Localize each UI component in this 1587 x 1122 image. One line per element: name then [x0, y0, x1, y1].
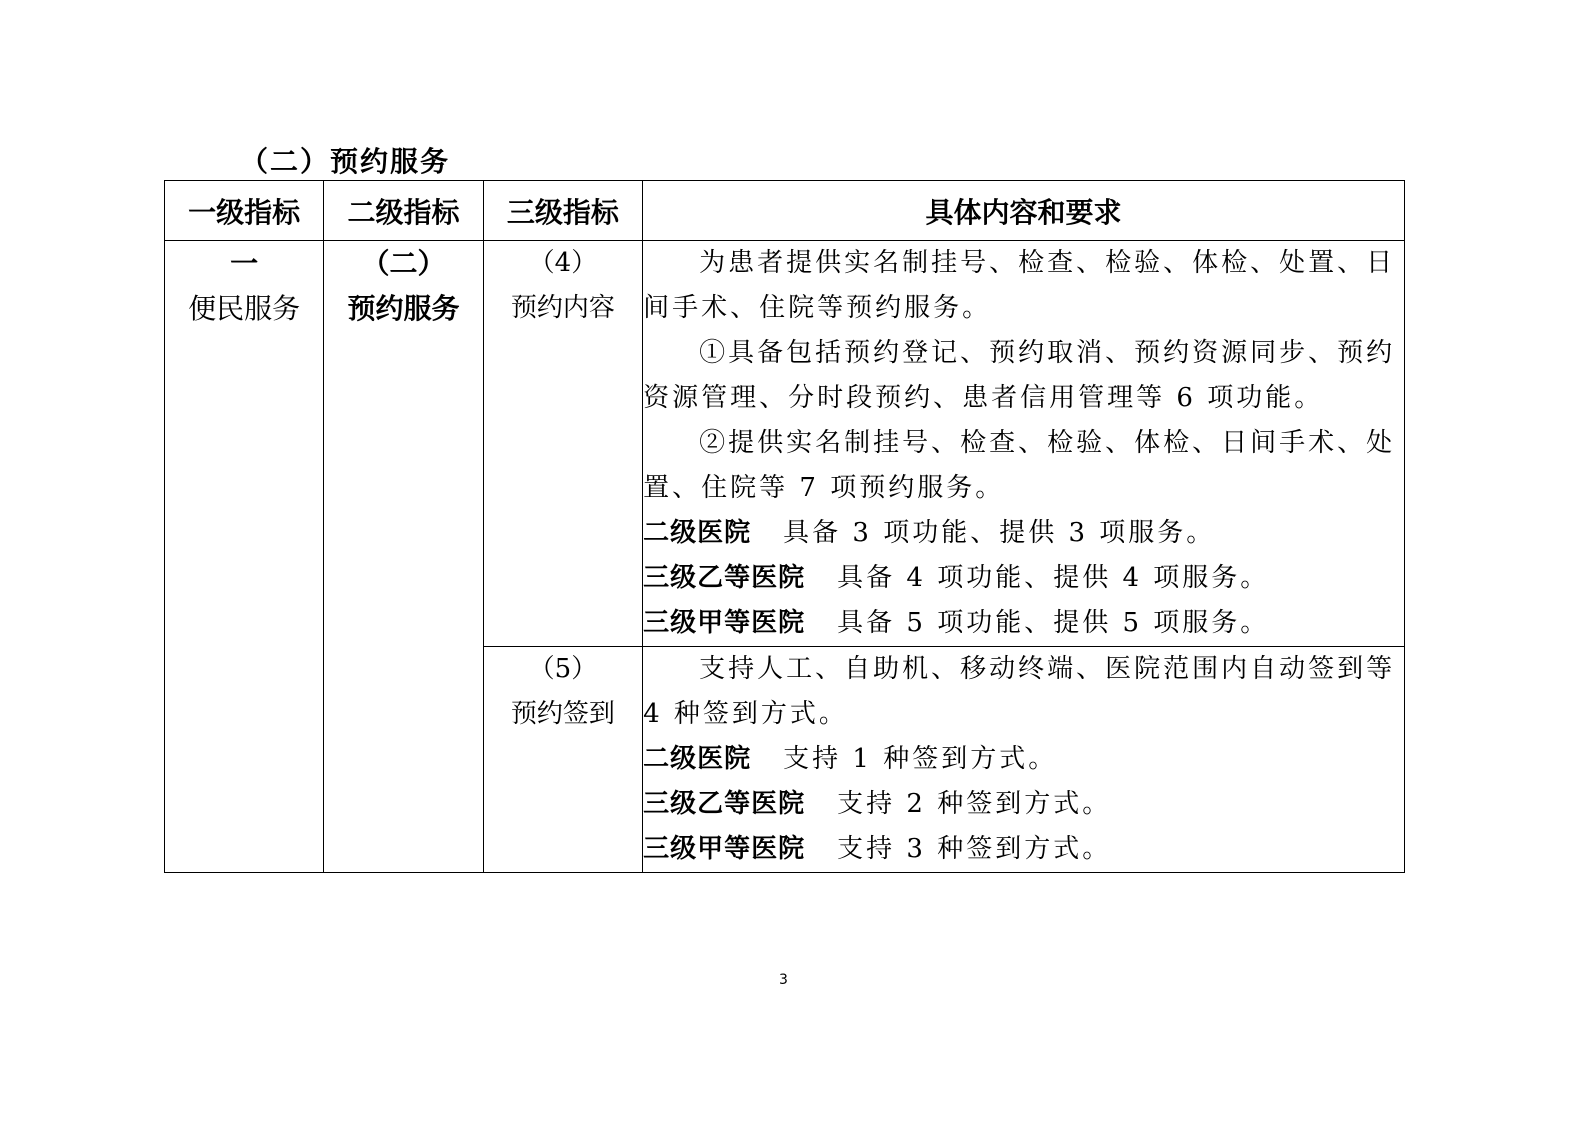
grade-line [643, 782, 1404, 827]
grade-text: 具备 4 项功能、提供 4 项服务。 [837, 563, 1270, 593]
content-paragraph: ②提供实名制挂号、检查、检验、体检、日间手术、处置、住院等 7 项预约服务。 [643, 428, 1396, 503]
table-header-row [165, 181, 1405, 241]
header-content: 具体内容和要求 [643, 181, 1405, 241]
grade-line [643, 511, 1404, 556]
grade-label: 二级医院 [643, 744, 752, 774]
grade-label: 三级甲等医院 [643, 608, 806, 638]
level3-num: （5） [528, 654, 598, 684]
level3-cell [483, 647, 642, 873]
level2-name: 预约服务 [347, 292, 460, 325]
grade-text: 支持 1 种签到方式。 [783, 744, 1058, 774]
grade-text: 具备 5 项功能、提供 5 项服务。 [837, 608, 1270, 638]
grade-line [643, 601, 1404, 646]
grade-line [643, 737, 1404, 782]
level2-cell [324, 241, 483, 873]
grade-label: 三级乙等医院 [643, 789, 806, 819]
grade-label: 二级医院 [643, 518, 752, 548]
grade-label: 三级甲等医院 [643, 834, 806, 864]
header-level3: 三级指标 [483, 181, 642, 241]
content-cell [643, 647, 1405, 873]
content-cell [643, 241, 1405, 647]
page-number: 3 [779, 972, 788, 988]
level3-cell [483, 241, 642, 647]
content-paragraph: 支持人工、自助机、移动终端、医院范围内自动签到等 4 种签到方式。 [643, 654, 1396, 729]
content-paragraph: 为患者提供实名制挂号、检查、检验、体检、处置、日间手术、住院等预约服务。 [643, 248, 1396, 323]
grade-text: 支持 3 种签到方式。 [837, 834, 1112, 864]
level1-cell [165, 241, 324, 873]
level1-name: 便民服务 [188, 292, 301, 325]
level2-num: （二） [361, 247, 446, 280]
level3-name: 预约内容 [510, 293, 615, 323]
level1-num: 一 [230, 247, 259, 280]
grade-label: 三级乙等医院 [643, 563, 806, 593]
level3-name: 预约签到 [510, 699, 615, 729]
content-paragraph: ①具备包括预约登记、预约取消、预约资源同步、预约资源管理、分时段预约、患者信用管理等 6 项功能。 [643, 338, 1396, 413]
grade-line [643, 556, 1404, 601]
level3-num: （4） [528, 248, 598, 278]
indicator-table [164, 180, 1405, 873]
section-title: （二）预约服务 [240, 145, 451, 178]
header-level1: 一级指标 [165, 181, 324, 241]
grade-text: 支持 2 种签到方式。 [837, 789, 1112, 819]
grade-text: 具备 3 项功能、提供 3 项服务。 [783, 518, 1216, 548]
header-level2: 二级指标 [324, 181, 483, 241]
table-row [165, 241, 1405, 647]
grade-line [643, 827, 1404, 872]
